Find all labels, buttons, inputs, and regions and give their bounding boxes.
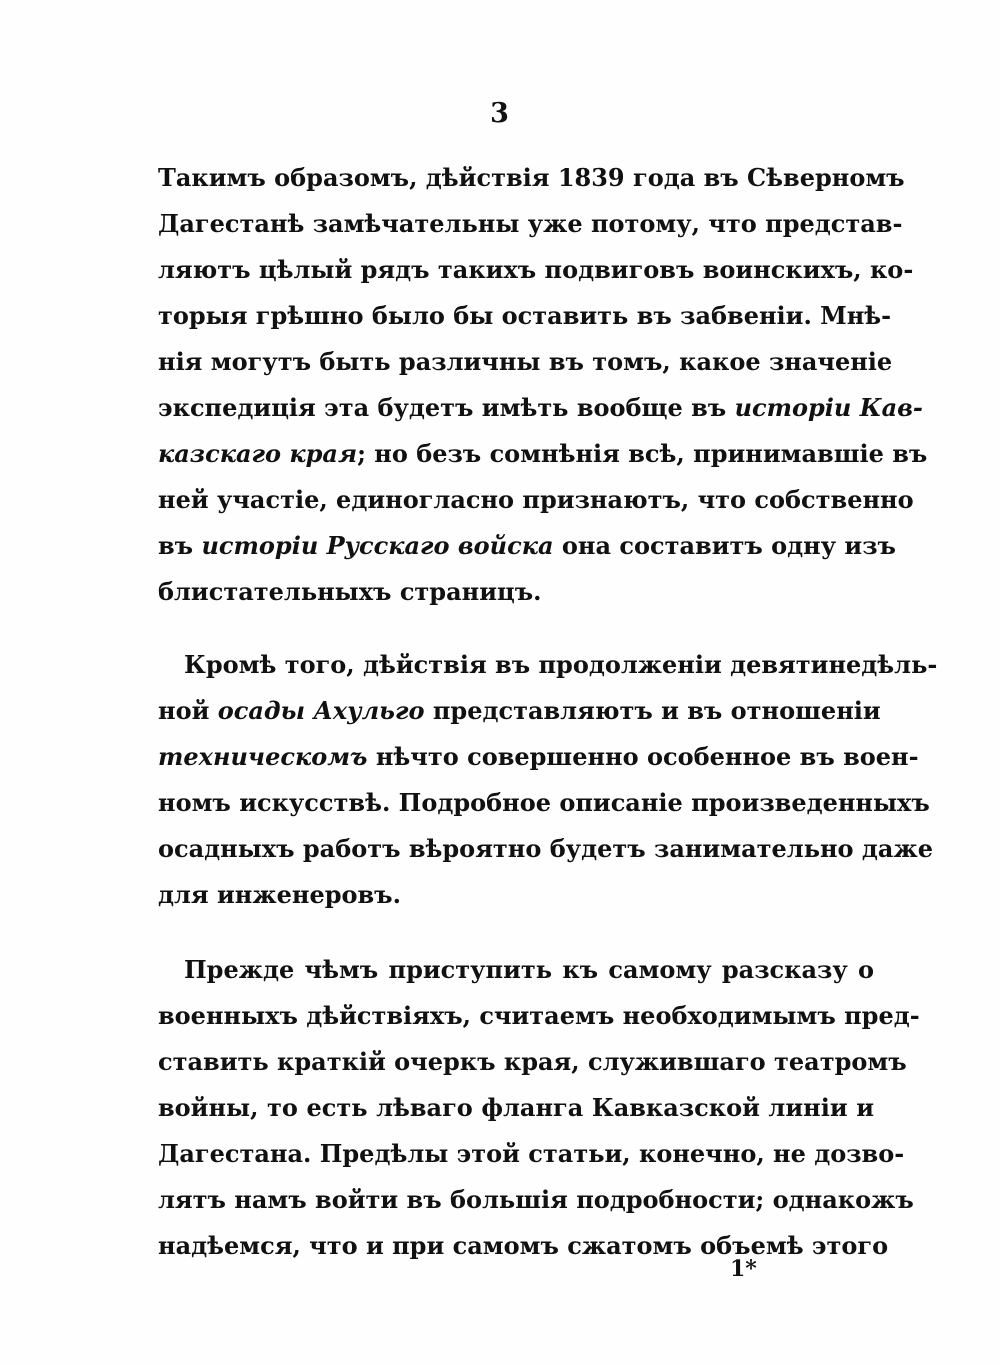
text-run: Прежде чѣмъ приступить къ самому разсказу о bbox=[184, 955, 874, 984]
paragraph-3 bbox=[158, 947, 920, 1269]
text-line bbox=[158, 826, 933, 872]
text-run: войны, то есть лѣваго фланга Кавказской линіи и bbox=[158, 1093, 874, 1122]
text-line bbox=[158, 201, 903, 247]
text-line bbox=[158, 947, 874, 993]
italic-text: исторіи Кав- bbox=[734, 393, 923, 422]
text-line bbox=[158, 385, 923, 431]
text-line bbox=[158, 523, 896, 569]
text-run: блистательныхъ страницъ. bbox=[158, 577, 542, 606]
signature-mark: 1* bbox=[730, 1256, 757, 1282]
text-run: Кромѣ того, дѣйствія въ продолженіи девятинедѣль- bbox=[184, 650, 938, 679]
text-run: Дагестана. Предѣлы этой статьи, конечно, не дозво- bbox=[158, 1139, 905, 1168]
text-line bbox=[158, 431, 928, 477]
text-run: номъ искусствѣ. Подробное описаніе произведенныхъ bbox=[158, 788, 930, 817]
text-line bbox=[158, 1177, 914, 1223]
italic-text: техническомъ bbox=[158, 742, 368, 771]
text-run: ; но безъ сомнѣнія всѣ, принимавшіе въ bbox=[357, 439, 928, 468]
text-line bbox=[158, 688, 881, 734]
text-run: надѣемся, что и при самомъ сжатомъ объемѣ этого bbox=[158, 1231, 889, 1260]
text-run: нѣчто совершенно особенное въ воен- bbox=[367, 742, 919, 771]
text-line bbox=[158, 247, 914, 293]
text-run: ной bbox=[158, 696, 218, 725]
text-line bbox=[158, 339, 893, 385]
paragraph-1 bbox=[158, 155, 928, 615]
italic-text: казскаго края bbox=[158, 439, 358, 468]
paragraph-2 bbox=[158, 642, 938, 918]
text-line bbox=[158, 993, 920, 1039]
text-run: нія могутъ быть различны въ томъ, какое значеніе bbox=[158, 347, 893, 376]
text-line bbox=[158, 642, 938, 688]
text-run: Дагестанѣ замѣчательны уже потому, что представ- bbox=[158, 209, 903, 238]
text-line bbox=[158, 155, 905, 201]
text-line bbox=[158, 1039, 907, 1085]
text-run: осадныхъ работъ вѣроятно будетъ занимательно даже bbox=[158, 834, 933, 863]
text-line bbox=[158, 780, 930, 826]
text-run: ляютъ цѣлый рядъ такихъ подвиговъ воинскихъ, ко- bbox=[158, 255, 914, 284]
italic-text: исторіи Русскаго войска bbox=[201, 531, 554, 560]
text-run: представляютъ и въ отношеніи bbox=[424, 696, 881, 725]
text-run: торыя грѣшно было бы оставить въ забвеніи. Мнѣ- bbox=[158, 301, 892, 330]
text-run: экспедиція эта будетъ имѣть вообще въ bbox=[158, 393, 735, 422]
page-number: 3 bbox=[490, 98, 510, 129]
text-run: военныхъ дѣйствіяхъ, считаемъ необходимымъ пред- bbox=[158, 1001, 920, 1030]
text-run: для инженеровъ. bbox=[158, 880, 401, 909]
text-run: она составитъ одну изъ bbox=[553, 531, 896, 560]
text-run: лятъ намъ войти въ большія подробности; однакожъ bbox=[158, 1185, 914, 1214]
text-line bbox=[158, 872, 874, 918]
text-line bbox=[158, 293, 892, 339]
text-run: въ bbox=[158, 531, 202, 560]
text-line bbox=[158, 1223, 889, 1269]
text-line bbox=[158, 569, 874, 615]
text-line bbox=[158, 1131, 905, 1177]
text-run: Такимъ образомъ, дѣйствія 1839 года въ Сѣверномъ bbox=[158, 163, 905, 192]
italic-text: осады Ахульго bbox=[217, 696, 425, 725]
text-line bbox=[158, 734, 919, 780]
text-line bbox=[158, 1085, 874, 1131]
text-line bbox=[158, 477, 914, 523]
text-run: ставить краткій очеркъ края, служившаго театромъ bbox=[158, 1047, 907, 1076]
text-run: ней участіе, единогласно признаютъ, что собственно bbox=[158, 485, 914, 514]
